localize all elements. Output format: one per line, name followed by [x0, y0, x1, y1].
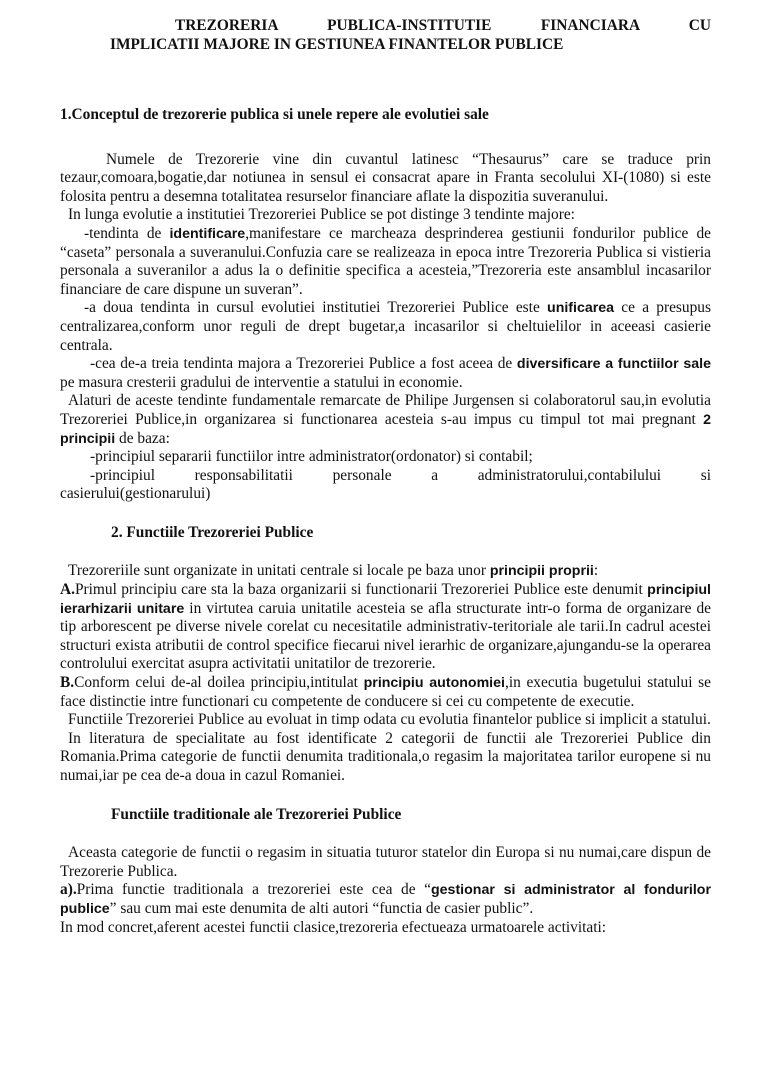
principle-responsibility-line-2: casierului(gestionarului) [60, 485, 211, 503]
section-2-paragraph-3: In literatura de specialitate au fost identificate 2 categorii de functii ale Trezoreriei Publice din Romania.Prima categorie de functii denumita traditionala,o regasim la majoritatea tarilor europene si nu numai,iar pe cea de-a doua in cazul Romaniei. [60, 729, 711, 784]
section-1-paragraph-3: Alaturi de aceste tendinte fundamentale remarcate de Philipe Jurgensen si colaboratorul sau,in evolutia Trezoreriei Publice,in organizarea si functionarea acesteia s-au impus cu timpul tot mai pregnant 2 principii de baza: [60, 392, 711, 447]
section-2-heading: 2. Functiile Trezoreriei Publice [111, 523, 314, 541]
bold-term: principiul ierarhizarii unitare [60, 582, 711, 617]
list-label: a). [60, 881, 77, 899]
bold-term: principii proprii [489, 563, 594, 580]
trend-diversification: -cea de-a treia tendinta majora a Trezoreriei Publice a fost aceea de diversificare a functiilor sale pe masura cresterii gradului de interventie a statului in economie. [60, 355, 711, 391]
bold-term: gestionar si administrator al fondurilor publice [60, 882, 711, 917]
principle-responsibility-line-1: -principiul responsabilitatii personale a administratorului,contabilului si [90, 466, 711, 484]
principle-b: B.Conform celui de-al doilea principiu,intitulat principiu autonomiei,in executia bugetului statului se face distinctie intre functionari cu competente de conducere si cei cu competente de executie. [60, 674, 712, 710]
document-title [60, 16, 711, 54]
section-1-paragraph-2: In lunga evolutie a institutiei Trezoreriei Publice se pot distinge 3 tendinte majore: [68, 206, 575, 224]
section-1-heading: 1.Conceptul de trezorerie publica si unele repere ale evolutiei sale [60, 106, 489, 123]
bold-term: 2 principii [60, 411, 711, 447]
principle-separation: -principiul separarii functiilor intre administrator(ordonator) si contabil; [90, 448, 533, 466]
bold-term: principiu autonomiei [363, 675, 505, 692]
section-3-paragraph-2: In mod concret,aferent acestei functii clasice,trezoreria efectueaza urmatoarele activitati: [60, 918, 607, 936]
section-3-heading: Functiile traditionale ale Trezoreriei Publice [111, 805, 402, 823]
section-1-paragraph-1: Numele de Trezorerie vine din cuvantul latinesc “Thesaurus” care se traduce prin tezaur,comoara,bogatie,dar notiunea in sensul ei consacrat apare in Franta secolului XI-(1080) si este folosita pentru a desemna totalitatea resurselor financiare aflate la dispozitia suveranului. [60, 150, 711, 205]
bold-term: unificarea [547, 300, 615, 317]
trend-unification: -a doua tendinta in cursul evolutiei institutiei Trezoreriei Publice este unificarea ce a presupus centralizarea,conform unor reguli de drept bugetar,a incasarilor si cheltuielilor in aceeasi casierie centrala. [60, 299, 711, 354]
title-line-1: TREZORERIA PUBLICA-INSTITUTIE FINANCIARA CU [175, 17, 711, 34]
bold-term: diversificare a functiilor sale [516, 356, 711, 373]
title-line-2: IMPLICATII MAJORE IN GESTIUNEA FINANTELOR PUBLICE [110, 36, 564, 53]
principle-a: A.Primul principiu care sta la baza organizarii si functionarii Trezoreriei Publice este denumit principiul ierarhizarii unitare in virtutea caruia unitatile acesteia se afla structurate intr-o forma de organizare de tip arborescent pe diverse nivele corelat cu necesitatile administrativ-teritoriale ale tarii.In cadrul acestei structuri exista atributii de control specifice fiecarui nivel ierarhic de organizare,ajungandu-se la operarea controlului exercitat asupra activitatii unitatilor de trezorerie. [60, 581, 711, 673]
list-label: A. [60, 581, 75, 599]
list-label: B. [60, 674, 75, 692]
section-2-paragraph-1: Trezoreriile sunt organizate in unitati centrale si locale pe baza unor principii proprii: [68, 562, 599, 580]
bold-term: identificare [169, 225, 246, 242]
section-2-paragraph-2: Functiile Trezoreriei Publice au evoluat in timp odata cu evolutia finantelor publice si implicit a statului. [68, 711, 711, 729]
function-a: a).Prima functie traditionala a trezoreriei este cea de “gestionar si administrator al fondurilor publice” sau cum mai este denumita de alti autori “functia de casier public”. [60, 881, 711, 917]
trend-identification: -tendinta de identificare,manifestare ce marcheaza desprinderea gestiunii fondurilor publice de “caseta” personala a suveranului.Confuzia care se realizeaza in epoca intre Trezoreria Publica si vistieria personala a suveranilor a adus la o definitie specifica a acesteia,”Trezoreria este ansamblul incasarilor financiare de care dispune un suveran”. [60, 224, 711, 298]
section-3-paragraph-1: Aceasta categorie de functii o regasim in situatia tuturor statelor din Europa si nu numai,care dispun de Trezorerie Publica. [60, 844, 711, 880]
